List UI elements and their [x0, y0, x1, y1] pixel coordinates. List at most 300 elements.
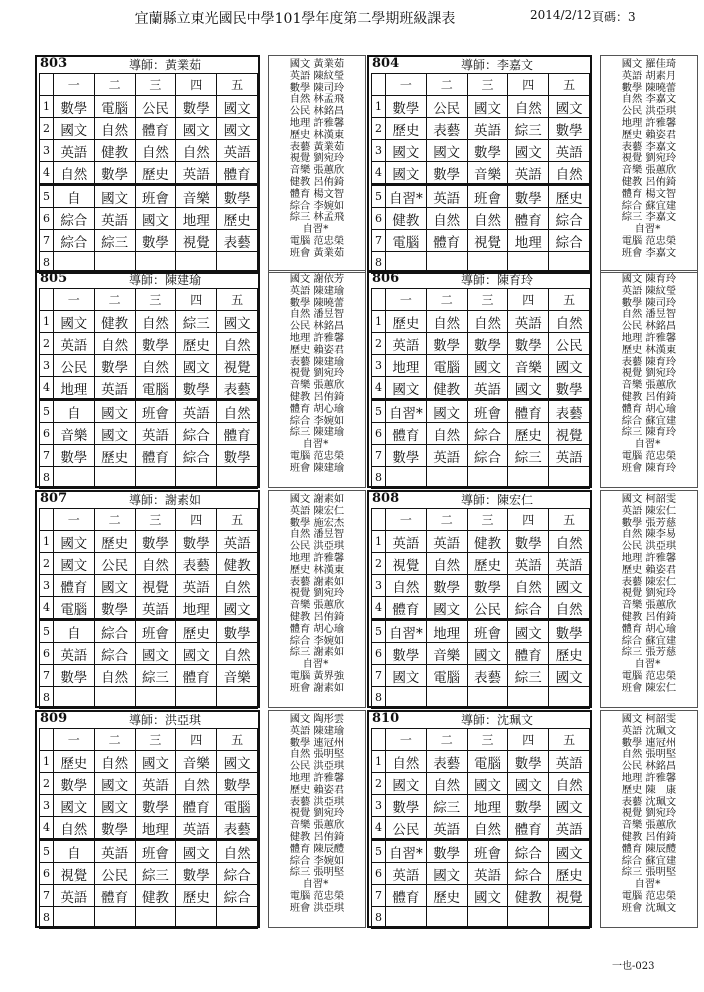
teacher-name: 陳建瑜: [313, 461, 345, 474]
subject-cell: 歷史: [176, 333, 217, 355]
subject-cell: 自然: [426, 553, 467, 575]
period-number: 3: [372, 575, 386, 597]
subject-cell: 公民: [94, 863, 135, 885]
subject-cell: 英語: [94, 377, 135, 400]
period-row: [372, 840, 590, 863]
teacher-subject: 自習*: [634, 878, 661, 891]
class-mentor: 導師：沈珮文: [461, 713, 534, 727]
teacher-name: 黃業茹: [313, 58, 345, 70]
teacher-name: 范忠榮: [645, 669, 677, 682]
teacher-name: 張蕙欣: [645, 164, 677, 177]
subject-cell: 自然: [549, 597, 590, 620]
subject-cell: [385, 907, 426, 929]
subject-cell: 音樂: [176, 751, 217, 773]
teacher-subject: 電腦: [289, 889, 311, 902]
period-number: 6: [372, 643, 386, 665]
subject-cell: 數學: [53, 665, 94, 687]
period-number: 8: [372, 687, 386, 709]
subject-cell: 自然: [549, 311, 590, 333]
period-row: [40, 445, 258, 467]
period-number: 3: [40, 355, 54, 377]
class-number: 808: [372, 491, 400, 506]
subject-cell: 綜合: [53, 230, 94, 252]
teacher-subject: 綜合: [289, 854, 311, 867]
period-row: [40, 311, 258, 333]
teacher-subject: 國文: [289, 58, 311, 70]
teacher-subject: 英語: [289, 724, 311, 737]
weekday-header: 三: [467, 289, 508, 311]
teacher-subject: 公民: [621, 760, 643, 773]
period-number: 1: [372, 96, 386, 118]
subject-cell: 歷史: [467, 553, 508, 575]
subject-cell: 國文: [549, 795, 590, 817]
subject-cell: 綜三: [135, 863, 176, 885]
teacher-name: 施宏杰: [313, 516, 345, 529]
period-number: 2: [40, 118, 54, 140]
teacher-name: 劉宛玲: [645, 367, 677, 380]
teacher-name: 呂侑錡: [645, 610, 677, 623]
period-row: [372, 665, 590, 687]
teacher-name: 洪亞琪: [313, 795, 345, 808]
teacher-name: 李婉如: [313, 414, 345, 427]
weekday-header: 二: [426, 729, 467, 751]
subject-cell: 國文: [426, 863, 467, 885]
subject-cell: 歷史: [426, 885, 467, 907]
subject-cell: 健教: [94, 140, 135, 162]
teacher-subject: 公民: [621, 540, 643, 553]
timetable-frame: [35, 270, 260, 488]
subject-cell: 公民: [94, 553, 135, 575]
teacher-subject: 體育: [289, 622, 311, 635]
teacher-subject: 自習*: [302, 223, 329, 236]
subject-cell: 國文: [94, 773, 135, 795]
period-row: [372, 907, 590, 929]
subject-cell: 公民: [385, 817, 426, 840]
weekday-header: 一: [385, 729, 426, 751]
class-timetable-block: [35, 710, 369, 928]
subject-cell: 英語: [508, 553, 549, 575]
teacher-name: 林孟飛: [313, 211, 345, 224]
weekday-header-row: [372, 289, 590, 311]
weekday-header: 三: [135, 729, 176, 751]
weekday-header: 一: [385, 509, 426, 531]
subject-cell: 健教: [217, 553, 258, 575]
teacher-name: 呂侑錡: [313, 610, 345, 623]
teacher-subject: 地理: [289, 551, 311, 564]
teacher-name: 賴姿君: [313, 783, 345, 796]
subject-cell: [53, 687, 94, 709]
teacher-subject: 班會: [289, 461, 311, 474]
teacher-subject: 體育: [289, 187, 311, 200]
weekday-header: 三: [135, 509, 176, 531]
teacher-entry: [269, 683, 365, 695]
subject-cell: 國文: [467, 885, 508, 907]
period-number: 2: [372, 553, 386, 575]
subject-cell: 體育: [217, 162, 258, 185]
teacher-subject: 表藝: [289, 355, 311, 368]
period-row: [40, 162, 258, 185]
teacher-subject: 音樂: [621, 164, 643, 177]
class-number: 804: [372, 56, 400, 71]
class-mentor: 導師：洪亞琪: [129, 713, 202, 727]
subject-cell: 國文: [176, 118, 217, 140]
subject-cell: 英語: [53, 333, 94, 355]
subject-cell: 體育: [385, 885, 426, 907]
subject-cell: 表藝: [176, 553, 217, 575]
teacher-subject: 地理: [621, 771, 643, 784]
subject-cell: 國文: [549, 575, 590, 597]
subject-cell: 歷史: [135, 162, 176, 185]
teacher-name: 林銘昌: [313, 105, 345, 118]
teacher-name: 陳紋瑩: [313, 69, 345, 82]
period-number: 4: [372, 162, 386, 185]
period-number: 4: [40, 377, 54, 400]
subject-cell: 視覺: [176, 230, 217, 252]
period-row: [40, 96, 258, 118]
subject-cell: 綜合: [467, 445, 508, 467]
period-number: 4: [372, 377, 386, 400]
weekday-header: 二: [426, 289, 467, 311]
teacher-name: 謝素如: [313, 575, 345, 588]
subject-cell: 國文: [467, 96, 508, 118]
teacher-subject: 綜合: [621, 199, 643, 212]
period-row: [40, 863, 258, 885]
teacher-subject: 健教: [289, 610, 311, 623]
period-row: [372, 817, 590, 840]
teacher-name: 陳紋瑩: [645, 284, 677, 297]
subject-cell: [385, 467, 426, 489]
period-row: [372, 185, 590, 208]
subject-cell: 自習*: [385, 185, 426, 208]
weekday-header: 三: [135, 74, 176, 96]
period-number: 1: [40, 531, 54, 553]
subject-cell: 自然: [508, 96, 549, 118]
subject-cell: 數學: [508, 795, 549, 817]
teacher-subject: 表藝: [289, 140, 311, 153]
teacher-name: 劉宛玲: [645, 587, 677, 600]
period-row: [372, 795, 590, 817]
teacher-name: 黃業茹: [313, 246, 345, 259]
subject-cell: 音樂: [176, 185, 217, 208]
period-row: [372, 333, 590, 355]
subject-cell: 國文: [53, 531, 94, 553]
timetable-frame: [35, 55, 260, 273]
period-number: 7: [40, 445, 54, 467]
class-number: 809: [40, 711, 68, 726]
subject-cell: 自然: [385, 575, 426, 597]
subject-cell: 國文: [53, 795, 94, 817]
subject-cell: 班會: [135, 840, 176, 863]
class-number: 810: [372, 711, 400, 726]
subject-cell: 體育: [508, 817, 549, 840]
teacher-name: 許雅馨: [645, 331, 677, 344]
subject-cell: 歷史: [94, 445, 135, 467]
subject-cell: 體育: [176, 795, 217, 817]
subject-cell: 數學: [467, 575, 508, 597]
subject-cell: 國文: [94, 575, 135, 597]
teacher-list: [268, 55, 366, 273]
subject-cell: 綜合: [508, 863, 549, 885]
teacher-subject: 電腦: [621, 234, 643, 247]
subject-cell: 自然: [217, 575, 258, 597]
teacher-entry: [601, 683, 697, 695]
subject-cell: 自習*: [385, 620, 426, 643]
teacher-name: 范忠榮: [645, 889, 677, 902]
subject-cell: 綜合: [217, 885, 258, 907]
print-date: 2014/2/12: [530, 8, 592, 22]
teacher-subject: 歷史: [621, 783, 643, 796]
timetable-frame: [35, 490, 260, 708]
teacher-subject: 歷史: [621, 343, 643, 356]
subject-cell: 數學: [176, 96, 217, 118]
weekday-header: 三: [467, 74, 508, 96]
subject-cell: 數學: [135, 230, 176, 252]
subject-cell: 英語: [135, 597, 176, 620]
footer-code: 一也-023: [612, 961, 655, 972]
teacher-name: 許雅馨: [313, 771, 345, 784]
period-row: [372, 230, 590, 252]
subject-cell: 國文: [53, 118, 94, 140]
timetable-grid: [39, 73, 258, 274]
period-row: [40, 423, 258, 445]
teacher-name: 柯韶雯: [645, 713, 677, 725]
teacher-subject: 數學: [289, 81, 311, 94]
subject-cell: [94, 907, 135, 929]
teacher-subject: 體育: [621, 187, 643, 200]
teacher-subject: 音樂: [289, 599, 311, 612]
subject-cell: 地理: [176, 597, 217, 620]
teacher-name: 柯韶雯: [645, 493, 677, 505]
weekday-header: 二: [426, 74, 467, 96]
subject-cell: 電腦: [53, 597, 94, 620]
teacher-subject: 綜合: [621, 854, 643, 867]
teacher-subject: 班會: [621, 461, 643, 474]
teacher-name: 李婉如: [313, 199, 345, 212]
teacher-subject: 歷史: [289, 563, 311, 576]
subject-cell: 自然: [94, 665, 135, 687]
subject-cell: [549, 687, 590, 709]
class-mentor: 導師：李嘉文: [461, 58, 534, 72]
teacher-name: 張蕙欣: [313, 164, 345, 177]
subject-cell: 國文: [53, 553, 94, 575]
teacher-name: 賴姿君: [645, 563, 677, 576]
subject-cell: 歷史: [53, 751, 94, 773]
teacher-subject: 班會: [289, 901, 311, 914]
subject-cell: 音樂: [53, 423, 94, 445]
weekday-header-row: [40, 74, 258, 96]
subject-cell: 英語: [549, 817, 590, 840]
teacher-subject: 國文: [621, 273, 643, 285]
subject-cell: 視覺: [549, 885, 590, 907]
subject-cell: 英語: [426, 531, 467, 553]
class-number: 805: [40, 271, 68, 286]
teacher-name: 呂侑錡: [645, 830, 677, 843]
teacher-subject: 電腦: [621, 449, 643, 462]
teacher-subject: 電腦: [621, 889, 643, 902]
teacher-entry: [269, 903, 365, 915]
teacher-subject: 公民: [289, 540, 311, 553]
document-title: 宜蘭縣立東光國民中學101學年度第二學期班級課表: [134, 11, 456, 27]
timetable-frame: [35, 710, 260, 928]
period-row: [372, 531, 590, 553]
timetable-frame: [367, 55, 592, 273]
subject-cell: 班會: [467, 620, 508, 643]
class-number: 806: [372, 271, 400, 286]
teacher-name: 蘇宜建: [645, 414, 677, 427]
subject-cell: [217, 907, 258, 929]
teacher-subject: 地理: [289, 116, 311, 129]
subject-cell: 自然: [426, 773, 467, 795]
period-number: 2: [372, 773, 386, 795]
weekday-header: 五: [217, 74, 258, 96]
subject-cell: 體育: [385, 423, 426, 445]
subject-cell: 自: [53, 400, 94, 423]
teacher-name: 許雅馨: [313, 331, 345, 344]
subject-cell: 英語: [94, 840, 135, 863]
subject-cell: 英語: [467, 118, 508, 140]
teacher-name: 陳曉蕾: [313, 296, 345, 309]
teacher-subject: 公民: [289, 760, 311, 773]
subject-cell: 國文: [549, 840, 590, 863]
teacher-name: 范忠榮: [313, 889, 345, 902]
subject-cell: 自然: [217, 840, 258, 863]
teacher-subject: 綜合: [289, 199, 311, 212]
subject-cell: 歷史: [217, 208, 258, 230]
subject-cell: 英語: [385, 333, 426, 355]
subject-cell: 班會: [135, 185, 176, 208]
weekday-header: 五: [217, 509, 258, 531]
subject-cell: 自然: [94, 118, 135, 140]
timetable-grid: [39, 728, 258, 929]
teacher-name: 陳司玲: [313, 81, 345, 94]
period-number: 8: [372, 907, 386, 929]
period-row: [40, 118, 258, 140]
teacher-name: 洪亞琪: [645, 540, 677, 553]
teacher-subject: 國文: [621, 493, 643, 505]
subject-cell: 地理: [385, 355, 426, 377]
subject-cell: 音樂: [467, 162, 508, 185]
period-row: [372, 553, 590, 575]
subject-cell: 自然: [176, 140, 217, 162]
teacher-subject: 公民: [289, 105, 311, 118]
subject-cell: 自習*: [385, 840, 426, 863]
teacher-subject: 健教: [289, 830, 311, 843]
teacher-subject: 地理: [289, 771, 311, 784]
teacher-name: 賴姿君: [645, 128, 677, 141]
period-number: 6: [372, 423, 386, 445]
subject-cell: 英語: [217, 140, 258, 162]
subject-cell: 視覺: [217, 355, 258, 377]
subject-cell: 數學: [549, 118, 590, 140]
teacher-name: 范忠榮: [313, 449, 345, 462]
subject-cell: 數學: [217, 620, 258, 643]
subject-cell: 健教: [508, 885, 549, 907]
teacher-subject: 表藝: [621, 140, 643, 153]
class-mentor: 導師：陳宏仁: [461, 493, 534, 507]
period-row: [40, 817, 258, 840]
period-row: [372, 643, 590, 665]
teacher-name: 蘇宜建: [645, 199, 677, 212]
teacher-subject: 數學: [289, 516, 311, 529]
subject-cell: 視覺: [385, 553, 426, 575]
teacher-subject: 國文: [621, 58, 643, 70]
period-number: 7: [372, 665, 386, 687]
teacher-name: 陳建瑜: [313, 426, 345, 439]
period-number: 8: [40, 252, 54, 274]
teacher-subject: 電腦: [289, 234, 311, 247]
subject-cell: 數學: [549, 377, 590, 400]
weekday-header: 四: [176, 74, 217, 96]
subject-cell: 英語: [135, 773, 176, 795]
subject-cell: 綜合: [467, 423, 508, 445]
teacher-subject: 自然: [289, 93, 311, 106]
subject-cell: 自然: [53, 817, 94, 840]
weekday-header-row: [372, 509, 590, 531]
subject-cell: 自然: [217, 333, 258, 355]
subject-cell: 綜合: [549, 230, 590, 252]
weekday-header: 二: [94, 74, 135, 96]
subject-cell: 英語: [53, 643, 94, 665]
weekday-header: 四: [176, 729, 217, 751]
teacher-name: 劉宛玲: [313, 807, 345, 820]
subject-cell: [426, 907, 467, 929]
subject-cell: [135, 687, 176, 709]
period-number: 7: [372, 885, 386, 907]
period-number: 3: [40, 795, 54, 817]
subject-cell: [217, 467, 258, 489]
teacher-name: 張蕙欣: [313, 379, 345, 392]
subject-cell: 英語: [176, 400, 217, 423]
subject-cell: 視覺: [135, 575, 176, 597]
teacher-subject: 英語: [621, 504, 643, 517]
subject-cell: 自然: [94, 333, 135, 355]
teacher-entry: [269, 248, 365, 260]
weekday-header: 四: [176, 289, 217, 311]
subject-cell: 綜三: [135, 665, 176, 687]
weekday-header: 五: [549, 729, 590, 751]
period-number: 5: [372, 620, 386, 643]
subject-cell: 表藝: [549, 400, 590, 423]
subject-cell: 綜三: [508, 118, 549, 140]
teacher-subject: 英語: [621, 724, 643, 737]
teacher-subject: 電腦: [289, 669, 311, 682]
subject-cell: 體育: [508, 400, 549, 423]
corner-cell: [40, 289, 54, 311]
teacher-subject: 自習*: [634, 438, 661, 451]
weekday-header: 二: [94, 509, 135, 531]
period-number: 8: [40, 907, 54, 929]
teacher-name: 林銘昌: [313, 320, 345, 333]
teacher-name: 洪亞琪: [313, 540, 345, 553]
teacher-subject: 綜三: [289, 426, 311, 439]
subject-cell: 數學: [217, 185, 258, 208]
weekday-header: 一: [385, 74, 426, 96]
teacher-subject: 自然: [289, 308, 311, 321]
subject-cell: 數學: [426, 162, 467, 185]
subject-cell: [94, 467, 135, 489]
corner-cell: [372, 509, 386, 531]
period-row: [40, 230, 258, 252]
teacher-subject: 健教: [621, 830, 643, 843]
subject-cell: 健教: [94, 311, 135, 333]
subject-cell: 數學: [176, 863, 217, 885]
subject-cell: 綜三: [94, 230, 135, 252]
teacher-name: 許雅馨: [313, 116, 345, 129]
period-row: [372, 467, 590, 489]
subject-cell: 表藝: [217, 230, 258, 252]
class-mentor: 導師：陳育玲: [461, 273, 534, 287]
corner-cell: [40, 509, 54, 531]
